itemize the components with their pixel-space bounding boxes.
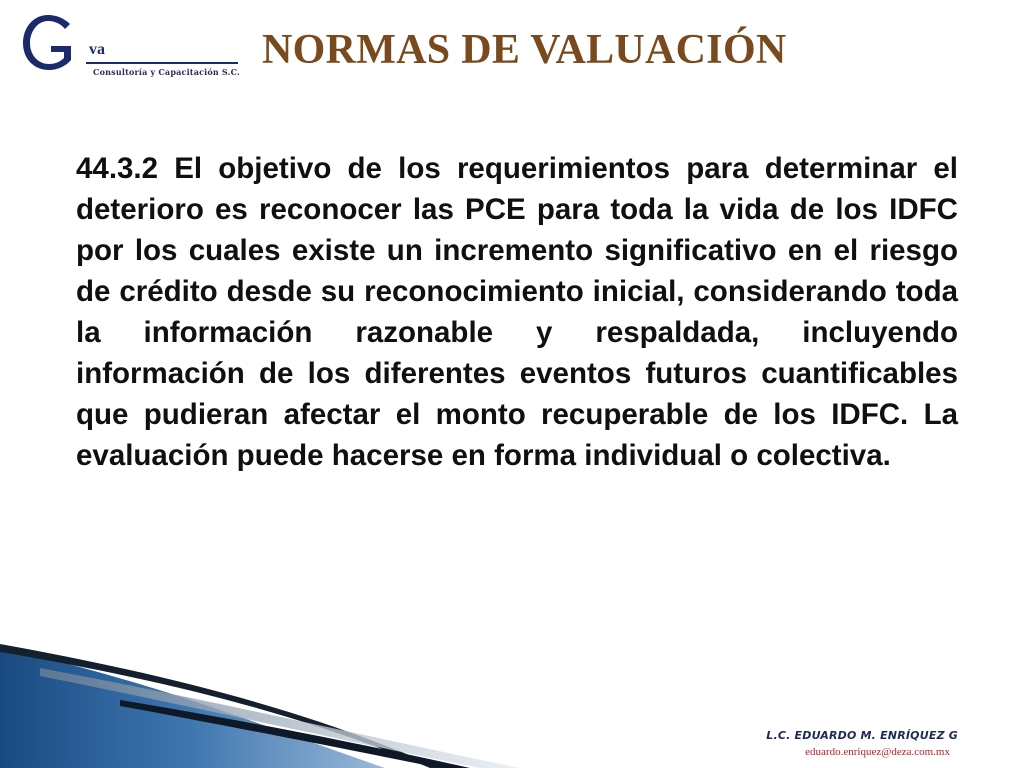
company-logo: [18, 10, 248, 80]
logo-letters: va: [89, 41, 105, 58]
slide-title: NORMAS DE VALUACIÓN: [262, 27, 787, 73]
footer-author-name: L.C. EDUARDO M. ENRÍQUEZ G: [766, 729, 958, 742]
body-paragraph: 44.3.2 El objetivo de los requerimientos para determinar el deterioro es reconocer las PCE para toda la vida de los IDFC por los cuales existe un incremento significativo en el riesgo de crédito desde su reconocimiento inicial, considerando toda la información razonable y respaldada, incluyendo información de los diferentes eventos futuros cuantificables que pudieran afectar el monto recuperable de los IDFC. La evaluación puede hacerse en forma individual o colectiva.: [76, 152, 958, 472]
footer-email: eduardo.enriquez@deza.com.mx: [805, 746, 950, 758]
logo-tagline: Consultoría y Capacitación S.C.: [93, 67, 241, 77]
